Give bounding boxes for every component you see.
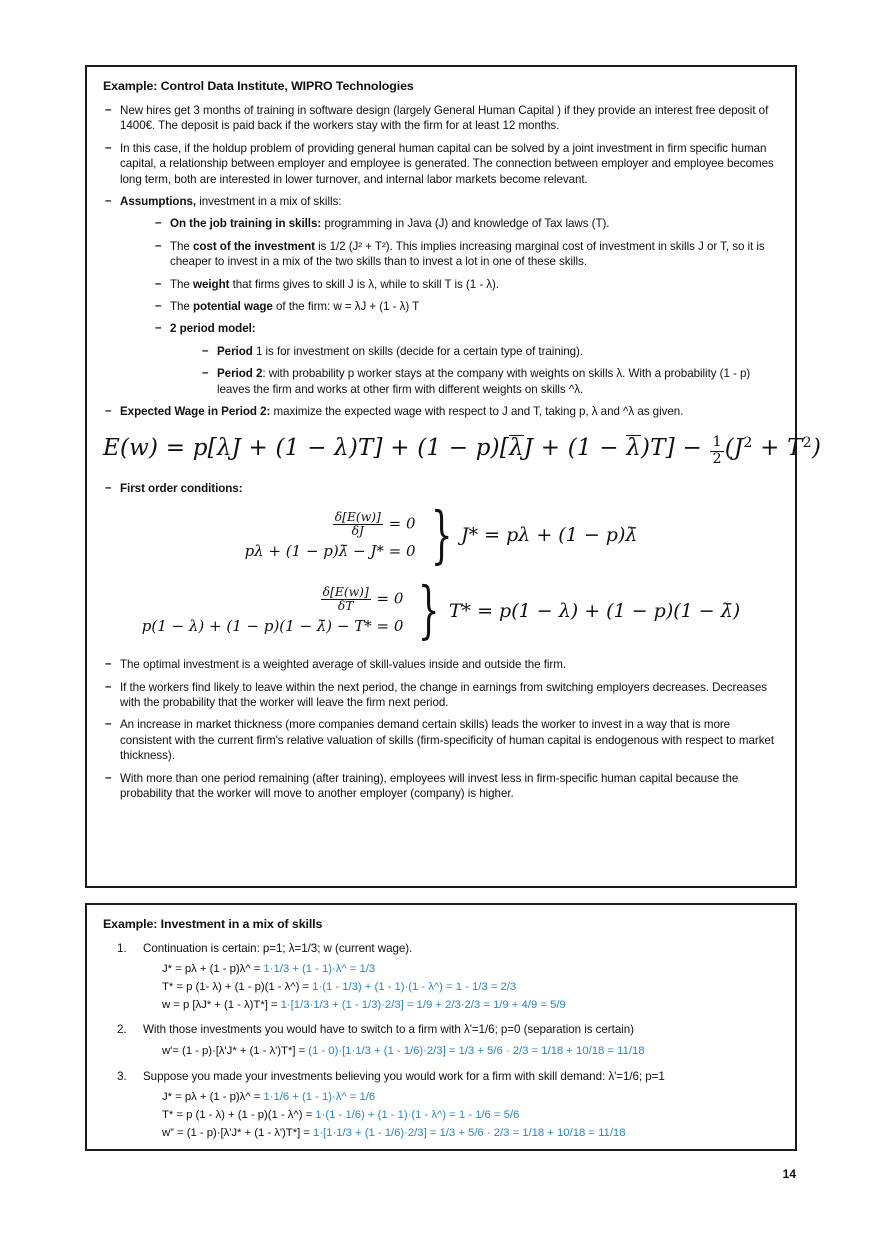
dash-bullet-icon: – xyxy=(105,481,112,495)
numbered-item-2 xyxy=(103,1022,779,1060)
assumptions-sub-list xyxy=(153,216,779,397)
sub-on-the-job-training xyxy=(153,216,779,231)
item-3-calculations xyxy=(162,1089,779,1142)
sub-pre: The xyxy=(170,239,193,253)
item-text: With those investments you would have to switch to a firm with λ'=1/6; p=0 (separation is certain) xyxy=(143,1023,634,1037)
calc-line-t-star xyxy=(162,979,779,997)
bullet-text: The optimal investment is a weighted average of skill-values inside and outside the firm. xyxy=(120,658,567,672)
expected-wage-text: maximize the expected wage with respect to J and T, taking p, λ and ^λ as given. xyxy=(270,404,684,418)
sub-pre: The xyxy=(170,277,193,291)
dash-bullet-icon: – xyxy=(105,770,112,784)
foc-solution-j: J* = pλ + (1 − p)λ̄ xyxy=(460,524,638,547)
bullet-switching-employers xyxy=(103,680,779,711)
sub-text: programming in Java (J) and knowledge of Tax laws (T). xyxy=(321,217,610,231)
first-order-heading: First order conditions: xyxy=(120,482,243,496)
sub-cost-of-investment xyxy=(153,239,779,270)
calc-line-w-prime xyxy=(162,1043,779,1061)
sub-pre: The xyxy=(170,299,193,313)
calc-black: J* = pλ + (1 - p)λ^ = xyxy=(162,1091,264,1104)
foc-derivative-equals: = 0 xyxy=(388,514,416,533)
expected-wage-equation: E(w) = p[λJ + (1 − λ)T] + (1 − p)[λJ + (1 − λ)T] − $\frac{1}{2}$ $(J^2 + T^2)$ xyxy=(103,434,822,467)
foc-condition-j: pλ + (1 − p)λ̄ − J* = 0 xyxy=(244,542,416,561)
item-marker: 3. xyxy=(117,1069,127,1083)
bullet-more-than-one-period xyxy=(103,771,779,802)
foc-block-j xyxy=(103,497,779,571)
bullet-expected-wage xyxy=(103,404,779,419)
foc-derivative-numerator: δ[E(w)] xyxy=(334,509,381,524)
sub-text: of the firm: w = λJ + (1 - λ) T xyxy=(272,299,420,313)
calc-blue: 1·1/6 + (1 - 1)·λ^ = 1/6 xyxy=(263,1091,376,1104)
panel-one-closing-list xyxy=(103,657,779,801)
calc-black: T* = p (1 - λ) + (1 - p)(1 - λ^) = xyxy=(162,1108,316,1121)
bullet-text: If the workers find likely to leave within the next period, the change in earnings from switching employers decreases. Decreases with the probability that the worker will leave the firm next period. xyxy=(120,680,768,709)
foc-derivative-t xyxy=(142,586,404,614)
dash-bullet-icon: – xyxy=(105,679,112,693)
item-marker: 1. xyxy=(117,941,127,955)
numbered-item-1 xyxy=(103,941,779,1015)
panel-two-title: Example: Investment in a mix of skills xyxy=(103,917,323,931)
item-1-calculations xyxy=(162,961,779,1014)
sub-label: On the job training in skills: xyxy=(170,217,322,231)
sub-text: is 1/2 (J² + T²). This implies increasing marginal cost of investment in skills J or T, so it is cheaper to invest in a mix of the two skills than to invest a lot in one of these skills. xyxy=(170,239,765,269)
period-1-item xyxy=(200,344,779,359)
two-period-label: 2 period model: xyxy=(170,322,256,336)
dash-bullet-icon: – xyxy=(155,238,162,252)
sub-text: that firms gives to skill J is λ, while to skill T is (1 - λ). xyxy=(229,277,499,291)
item-text: Suppose you made your investments believing you would work for a firm with skill demand: λ'=1/6; p=1 xyxy=(143,1069,665,1083)
calc-line-w xyxy=(162,997,779,1015)
calc-blue: 1·(1 - 1/3) + (1 - 1)·(1 - λ^) = 1 - 1/3 = 2/3 xyxy=(312,981,517,994)
calc-black: J* = pλ + (1 - p)λ^ = xyxy=(162,963,264,976)
dash-bullet-icon: – xyxy=(202,366,209,380)
foc-derivative-denominator: δT xyxy=(337,599,354,614)
expected-wage-label: Expected Wage in Period 2: xyxy=(120,404,271,418)
assumptions-rest: investment in a mix of skills: xyxy=(196,194,342,208)
assumptions-label: Assumptions, xyxy=(120,194,197,208)
dash-bullet-icon: – xyxy=(105,717,112,731)
item-text: Continuation is certain: p=1; λ=1/3; w (current wage). xyxy=(143,941,413,955)
dash-bullet-icon: – xyxy=(105,403,112,417)
sub-label: potential wage xyxy=(193,299,273,313)
calc-black: T* = p (1- λ) + (1 - p)(1 - λ^) = xyxy=(162,981,313,994)
dash-bullet-icon: – xyxy=(105,140,112,154)
panel-two-numbered-list xyxy=(103,941,779,1142)
calc-black: w = p [λJ* + (1 - λ)T*] = xyxy=(162,998,281,1011)
calc-line-w-double-prime xyxy=(162,1125,779,1143)
bullet-holdup-problem xyxy=(103,141,779,187)
calc-blue: 1·(1 - 1/6) + (1 - 1)·(1 - λ^) = 1 - 1/6 = 5/6 xyxy=(315,1108,520,1121)
bullet-optimal-investment xyxy=(103,657,779,672)
calc-line-j-star xyxy=(162,1089,779,1107)
dash-bullet-icon: – xyxy=(155,298,162,312)
bullet-assumptions xyxy=(103,194,779,397)
calc-blue: (1 - 0)·[1·1/3 + (1 - 1/6)·2/3] = 1/3 + 5/6 · 2/3 = 1/18 + 10/18 = 11/18 xyxy=(308,1044,645,1057)
dash-bullet-icon: – xyxy=(202,343,209,357)
item-2-calculations xyxy=(162,1043,779,1061)
dash-bullet-icon: – xyxy=(155,276,162,290)
period-text: 1 is for investment on skills (decide for a certain type of training). xyxy=(252,344,584,358)
panel-one-title: Example: Control Data Institute, WIPRO Technologies xyxy=(103,79,414,93)
period-label: Period xyxy=(217,344,253,358)
bullet-text: In this case, if the holdup problem of providing general human capital can be solved by a joint investment in firm specific human capital, a relationship between employer and employee is generated. The connection between employer and employee becomes long term, both are interested in lower turnover, and internal labor markets become relevant. xyxy=(120,141,774,186)
example-panel-investment-mix xyxy=(85,903,797,1151)
calc-black: w'= (1 - p)·[λ'J* + (1 - λ')T*] = xyxy=(162,1044,309,1057)
foc-condition-t: p(1 − λ) + (1 − p)(1 − λ̄) − T* = 0 xyxy=(141,617,404,636)
foc-derivative-numerator: δ[E(w)] xyxy=(322,584,369,599)
calc-blue: 1·1/3 + (1 - 1)·λ^ = 1/3 xyxy=(263,963,376,976)
dash-bullet-icon: – xyxy=(105,657,112,671)
calc-black: w” = (1 - p)·[λ'J* + (1 - λ')T*] = xyxy=(162,1126,314,1139)
calc-blue: 1·[1·1/3 + (1 - 1/6)·2/3] = 1/3 + 5/6 · 2/3 = 1/18 + 10/18 = 11/18 xyxy=(313,1126,626,1139)
period-label: Period 2 xyxy=(217,367,263,381)
item-marker: 2. xyxy=(117,1023,127,1037)
period-2-item xyxy=(200,366,779,397)
sub-label: cost of the investment xyxy=(193,239,315,253)
two-period-sub-list xyxy=(200,344,779,397)
sub-two-period-model xyxy=(153,321,779,397)
foc-block-t xyxy=(103,573,779,647)
first-order-heading-list xyxy=(103,481,779,496)
foc-solution-t: T* = p(1 − λ) + (1 − p)(1 − λ̄) xyxy=(448,599,741,622)
bullet-new-hires xyxy=(103,103,779,134)
foc-derivative-equals: = 0 xyxy=(376,589,404,608)
dash-bullet-icon: – xyxy=(155,321,162,335)
dash-bullet-icon: – xyxy=(105,102,112,116)
bullet-text: An increase in market thickness (more companies demand certain skills) leads the worker to invest in a way that is more consistent with the current firm's relative valuation of skills (firm-specificity of human capital is endogenous with respect to market thickness). xyxy=(120,718,775,763)
numbered-item-3 xyxy=(103,1069,779,1143)
curly-brace-icon: } xyxy=(430,497,453,571)
period-text: : with probability p worker stays at the company with weights on skills λ. With a probability (1 - p) leaves the firm and works at other firm with different weights on skills ^λ. xyxy=(217,367,751,396)
foc-derivative-denominator: δJ xyxy=(351,523,364,538)
example-panel-control-data xyxy=(85,65,822,888)
sub-label: weight xyxy=(193,277,230,291)
page-number: 14 xyxy=(782,1167,796,1181)
dash-bullet-icon: – xyxy=(155,216,162,230)
calc-line-t-star xyxy=(162,1107,779,1125)
curly-brace-icon: } xyxy=(418,573,440,647)
sub-weight xyxy=(153,277,779,292)
calc-blue: 1·[1/3·1/3 + (1 - 1/3)·2/3] = 1/9 + 2/3·2/3 = 1/9 + 4/9 = 5/9 xyxy=(280,998,566,1011)
calc-line-j-star xyxy=(162,961,779,979)
bullet-text: New hires get 3 months of training in software design (largely General Human Capital ) if they provide an interest free deposit of 1400€. The deposit is paid back if the workers stay with the firm for at least 12 months. xyxy=(120,103,769,133)
bullet-first-order-conditions xyxy=(103,481,779,496)
bullet-text: With more than one period remaining (after training), employees will invest less in firm-specific human capital because the probability that the worker will move to another employer (company) is higher. xyxy=(120,771,739,800)
foc-left-j xyxy=(245,511,416,560)
bullet-market-thickness xyxy=(103,717,779,763)
panel-one-bullet-list xyxy=(103,103,779,420)
dash-bullet-icon: – xyxy=(105,193,112,207)
sub-potential-wage xyxy=(153,299,779,314)
foc-derivative-j xyxy=(245,511,416,539)
foc-left-t xyxy=(142,586,404,635)
